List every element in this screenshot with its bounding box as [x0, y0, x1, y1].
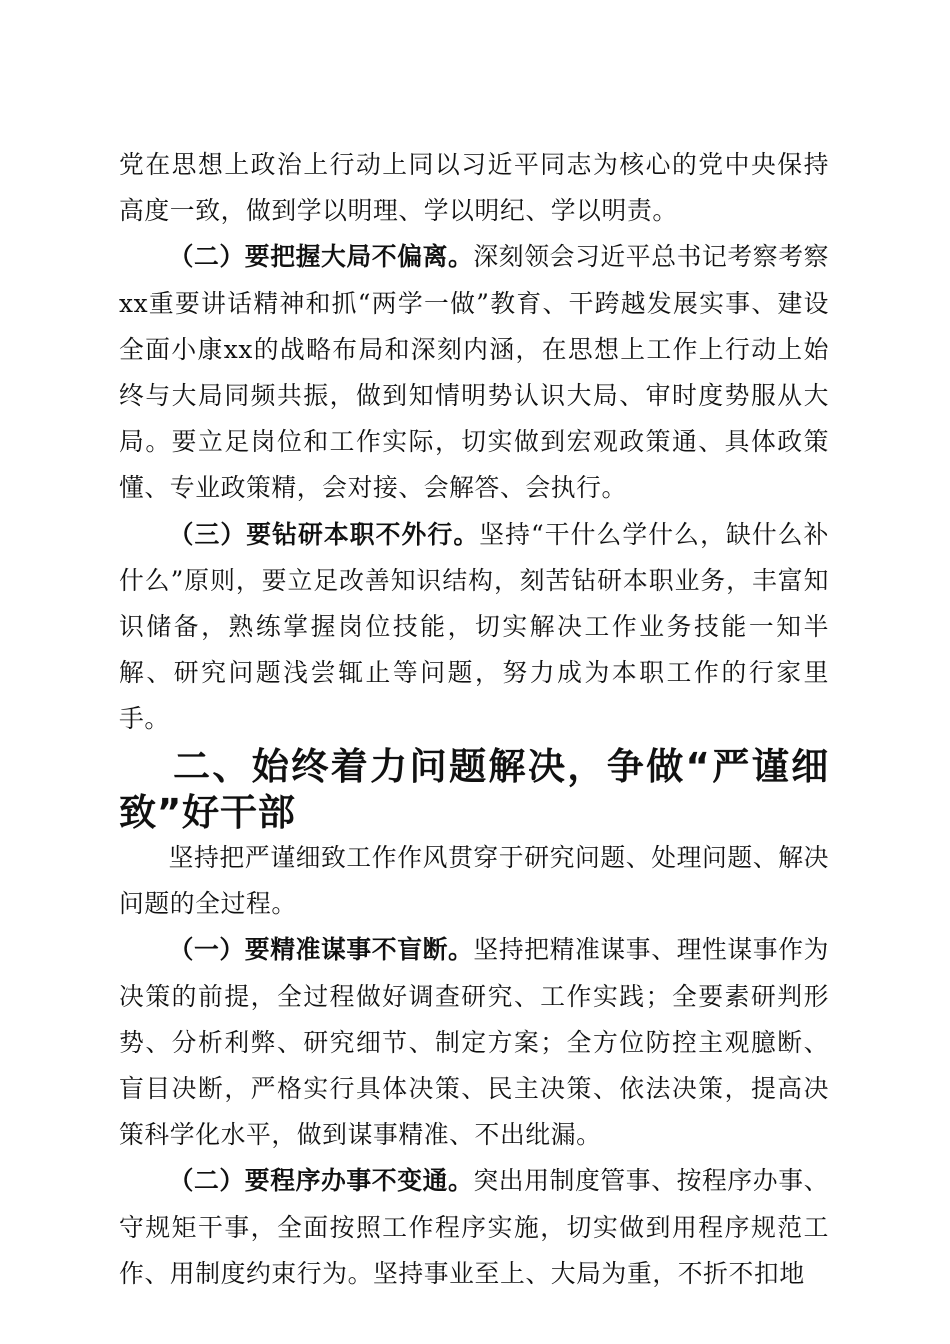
paragraph-text: 深刻领会习近平总书记考察考察xx重要讲话精神和抓“两学一做”教育、干跨越发展实事、建设全面小康xx的战略布局和深刻内涵，在思想上工作上行动上始终与大局同频共振，做到知情明势认识大局、审时度势服从大局。要立足岗位和工作实际，切实做到宏观政策通、具体政策懂、专业政策精，会对接、会解答、会执行。	[119, 242, 830, 503]
paragraph-text: 党在思想上政治上行动上同以习近平同志为核心的党中央保持高度一致，做到学以明理、学以明纪、学以明责。	[119, 150, 829, 226]
paragraph-1-precise-planning	[119, 927, 829, 1158]
paragraph-text: 坚持把严谨细致工作作风贯穿于研究问题、处理问题、解决问题的全过程。	[119, 843, 829, 919]
paragraph-2-grasp-overall	[119, 234, 829, 511]
paragraph-text: 突出用制度管事、按程序办事、守规矩干事，全面按照工作程序实施，切实做到用程序规范工作、用制度约束行为。坚持事业至上、大局为重，不折不扣地	[119, 1166, 830, 1288]
paragraph-text: 坚持“干什么学什么，缺什么补什么”原则，要立足改善知识结构，刻苦钻研本职业务，丰富知识储备，熟练掌握岗位技能，切实解决工作业务技能一知半解、研究问题浅尝辄止等问题，努力成为本职工作的行家里手。	[119, 519, 830, 734]
section-heading: 二、始终着力问题解决，争做“严谨细致”好干部	[119, 743, 829, 834]
paragraph-lead: （三）要钻研本职不外行。	[168, 519, 480, 549]
paragraph-3-study-profession	[119, 512, 829, 743]
paragraph-lead: （一）要精准谋事不盲断。	[168, 935, 474, 965]
paragraph-continuation	[119, 142, 829, 234]
document-body	[119, 142, 829, 1297]
paragraph-lead: （二）要程序办事不变通。	[168, 1166, 474, 1196]
paragraph-text: 坚持把精准谋事、理性谋事作为决策的前提，全过程做好调查研究、工作实践；全要素研判形势、分析利弊、研究细节、制定方案；全方位防控主观臆断、盲目决断，严格实行具体决策、民主决策、依法决策，提高决策科学化水平，做到谋事精准、不出纰漏。	[119, 935, 830, 1150]
paragraph-2-procedures	[119, 1158, 829, 1297]
section-intro-paragraph	[119, 835, 829, 927]
paragraph-lead: （二）要把握大局不偏离。	[168, 242, 474, 272]
